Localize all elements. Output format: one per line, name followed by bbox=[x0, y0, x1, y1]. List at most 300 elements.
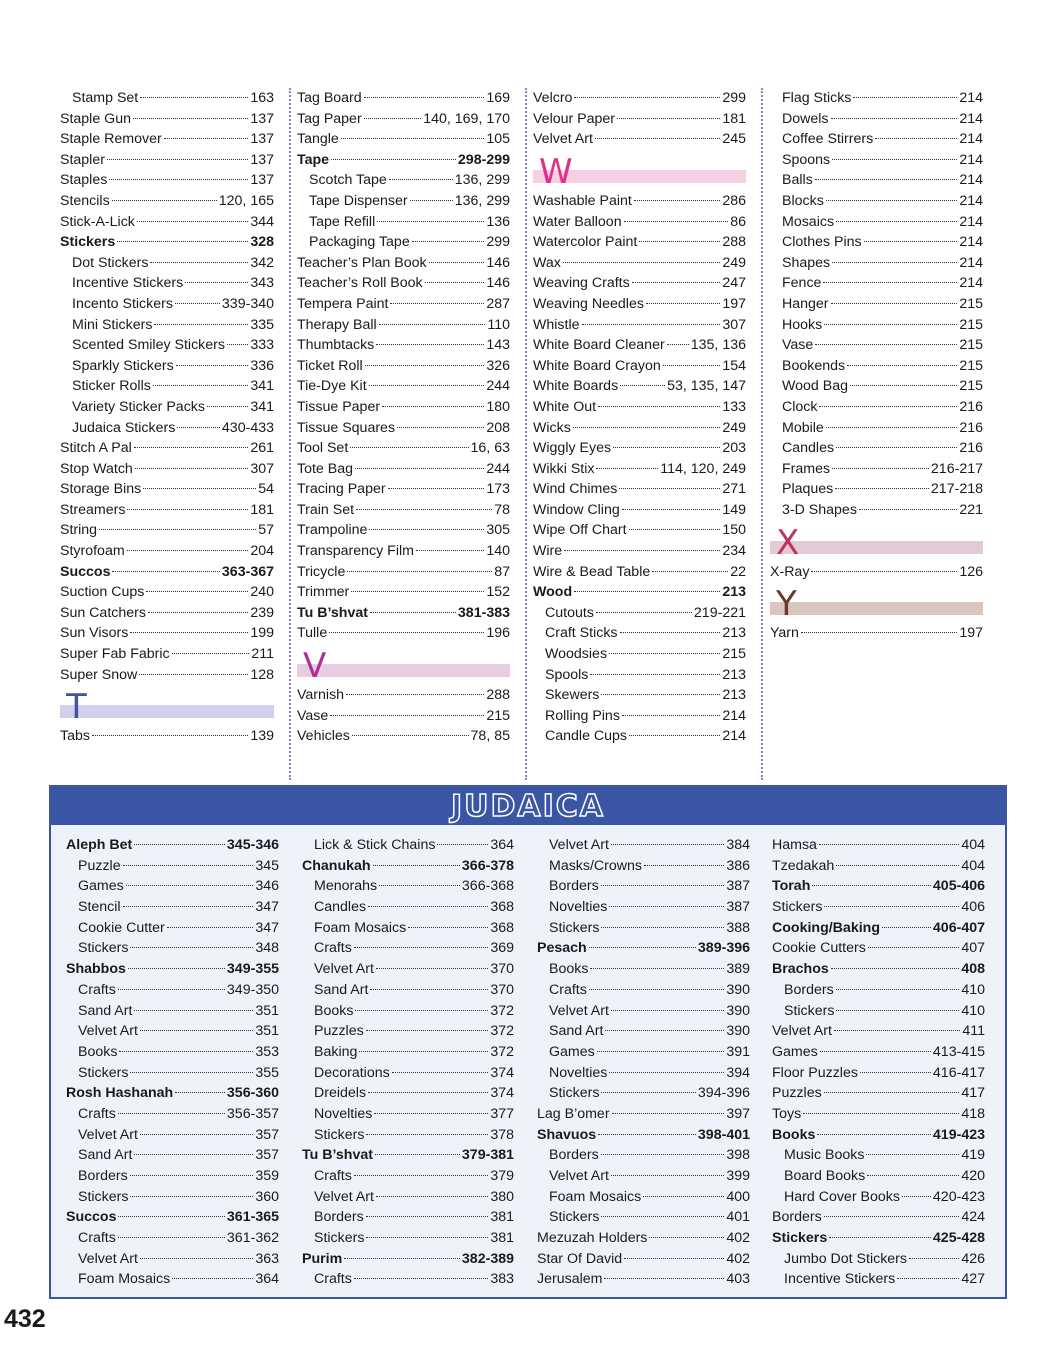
dot-leader bbox=[563, 262, 720, 263]
entry-page-number: 355 bbox=[255, 1064, 279, 1081]
dot-leader bbox=[134, 447, 249, 448]
index-entry bbox=[66, 1207, 279, 1228]
entry-label: Borders bbox=[78, 1168, 128, 1184]
entry-page-number: 137 bbox=[250, 172, 274, 189]
entry-page-number: 424 bbox=[961, 1209, 985, 1226]
entry-page-number: 384 bbox=[726, 837, 750, 853]
entry-page-number: 403 bbox=[726, 1271, 750, 1288]
dot-leader bbox=[172, 1278, 253, 1279]
dot-leader bbox=[148, 612, 248, 613]
entry-page-number: 425-428 bbox=[932, 1230, 985, 1247]
index-entry bbox=[772, 1104, 985, 1125]
dot-leader bbox=[882, 927, 931, 928]
letter-heading bbox=[770, 520, 983, 561]
index-entry bbox=[66, 897, 279, 918]
entry-page-number: 180 bbox=[486, 398, 510, 415]
entry-page-number: 381-383 bbox=[457, 604, 510, 621]
index-entry bbox=[302, 1228, 514, 1249]
dot-leader bbox=[99, 529, 256, 530]
dot-leader bbox=[359, 1051, 488, 1052]
entry-label: Candle Cups bbox=[545, 728, 628, 745]
index-entry bbox=[66, 1001, 279, 1022]
index-entry bbox=[302, 1001, 514, 1022]
index-entry bbox=[772, 835, 985, 856]
entry-page-number: 372 bbox=[490, 1043, 514, 1060]
dot-leader bbox=[368, 906, 488, 907]
entry-page-number: 214 bbox=[959, 234, 983, 251]
entry-page-number: 217-218 bbox=[930, 481, 983, 498]
entry-label: Games bbox=[549, 1043, 595, 1060]
index-entry bbox=[772, 1083, 985, 1104]
index-entry bbox=[533, 665, 746, 686]
index-entry bbox=[297, 603, 510, 624]
index-entry bbox=[60, 644, 274, 665]
entry-label: Stop Watch bbox=[60, 460, 133, 477]
entry-page-number: 390 bbox=[726, 1023, 750, 1040]
index-entry bbox=[60, 170, 274, 191]
entry-page-number: 133 bbox=[722, 398, 746, 415]
dot-leader bbox=[364, 118, 422, 119]
dot-leader bbox=[644, 865, 724, 866]
entry-label: Shavuos bbox=[537, 1126, 597, 1143]
entry-page-number: 390 bbox=[726, 981, 750, 998]
index-entry bbox=[302, 1269, 514, 1290]
entry-page-number: 215 bbox=[959, 357, 983, 374]
entry-label: Sun Catchers bbox=[60, 604, 146, 621]
index-entry bbox=[60, 150, 274, 171]
dot-leader bbox=[175, 1092, 225, 1093]
index-entry bbox=[60, 726, 274, 747]
entry-page-number: 346 bbox=[255, 878, 279, 895]
entry-page-number: 214 bbox=[959, 192, 983, 209]
entry-label: Scented Smiley Stickers bbox=[72, 337, 225, 354]
entry-page-number: 214 bbox=[722, 707, 746, 724]
dot-leader bbox=[370, 612, 456, 613]
entry-label: Trampoline bbox=[297, 522, 368, 539]
dot-leader bbox=[177, 427, 220, 428]
entry-page-number: 105 bbox=[486, 131, 510, 148]
dot-leader bbox=[392, 1072, 489, 1073]
dot-leader bbox=[590, 968, 724, 969]
dot-leader bbox=[564, 550, 720, 551]
entry-label: Varnish bbox=[297, 687, 345, 704]
dot-leader bbox=[377, 221, 484, 222]
index-entry bbox=[537, 1228, 750, 1249]
entry-label: Books bbox=[549, 961, 589, 978]
entry-label: Rolling Pins bbox=[545, 707, 620, 724]
index-entry bbox=[537, 1021, 750, 1042]
entry-label: Tricycle bbox=[297, 563, 346, 580]
entry-label: Decorations bbox=[314, 1064, 390, 1081]
dot-leader bbox=[859, 509, 957, 510]
entry-label: Stencils bbox=[60, 192, 110, 209]
entry-label: Pesach bbox=[537, 940, 587, 957]
index-entry bbox=[537, 856, 750, 877]
dot-leader bbox=[834, 1030, 960, 1031]
entry-label: Crafts bbox=[78, 1230, 116, 1247]
index-entry bbox=[66, 1187, 279, 1208]
entry-page-number: 408 bbox=[961, 961, 985, 978]
index-entry bbox=[66, 835, 279, 856]
entry-page-number: 347 bbox=[255, 919, 279, 936]
entry-label: Torah bbox=[772, 878, 811, 895]
entry-page-number: 87 bbox=[494, 563, 510, 580]
entry-label: Purim bbox=[302, 1250, 343, 1267]
entry-label: Hard Cover Books bbox=[784, 1188, 900, 1205]
entry-page-number: 173 bbox=[486, 481, 510, 498]
index-entry bbox=[770, 500, 983, 521]
index-entry bbox=[297, 253, 510, 274]
entry-label: Velcro bbox=[533, 90, 573, 106]
entry-page-number: 353 bbox=[255, 1043, 279, 1060]
index-entry bbox=[297, 109, 510, 130]
dot-leader bbox=[622, 509, 721, 510]
entry-page-number: 203 bbox=[722, 440, 746, 457]
entry-label: Masks/Crowns bbox=[549, 857, 643, 874]
dot-leader bbox=[375, 1154, 460, 1155]
entry-page-number: 114, 120, 249 bbox=[660, 460, 746, 477]
index-entry bbox=[770, 397, 983, 418]
dot-leader bbox=[366, 1216, 489, 1217]
entry-page-number: 383 bbox=[490, 1271, 514, 1288]
entry-label: Sparkly Stickers bbox=[72, 357, 174, 374]
index-entry bbox=[533, 582, 746, 603]
dot-leader bbox=[130, 1072, 253, 1073]
entry-page-number: 397 bbox=[726, 1105, 750, 1122]
entry-page-number: 369 bbox=[490, 940, 514, 957]
entry-label: Foam Mosaics bbox=[78, 1271, 171, 1288]
entry-label: Stick-A-Lick bbox=[60, 213, 135, 230]
dot-leader bbox=[107, 159, 248, 160]
entry-label: Yarn bbox=[770, 625, 799, 642]
dot-leader bbox=[167, 927, 254, 928]
index-entry bbox=[533, 376, 746, 397]
entry-page-number: 382-389 bbox=[461, 1250, 514, 1267]
entry-page-number: 16, 63 bbox=[470, 440, 510, 457]
dot-leader bbox=[369, 529, 484, 530]
index-entry bbox=[297, 212, 510, 233]
index-entry bbox=[770, 479, 983, 500]
entry-page-number: 361-365 bbox=[226, 1209, 279, 1226]
index-entry bbox=[537, 1269, 750, 1290]
dot-leader bbox=[824, 324, 957, 325]
index-entry bbox=[302, 897, 514, 918]
index-entry bbox=[302, 1042, 514, 1063]
entry-page-number: 398 bbox=[726, 1147, 750, 1164]
dot-leader bbox=[826, 427, 958, 428]
entry-label: Staple Remover bbox=[60, 131, 162, 148]
entry-page-number: 215 bbox=[959, 316, 983, 333]
entry-label: Wood Bag bbox=[782, 378, 848, 395]
dot-leader bbox=[175, 303, 220, 304]
entry-page-number: 411 bbox=[962, 1023, 985, 1040]
index-entry bbox=[302, 1083, 514, 1104]
entry-page-number: 394-396 bbox=[697, 1085, 750, 1102]
index-entry bbox=[66, 938, 279, 959]
entry-label: Coffee Stirrers bbox=[782, 131, 874, 148]
dot-leader bbox=[601, 1216, 724, 1217]
index-entry bbox=[60, 253, 274, 274]
index-entry bbox=[772, 1125, 985, 1146]
entry-label: Novelties bbox=[549, 899, 608, 916]
entry-page-number: 213 bbox=[722, 584, 746, 601]
dot-leader bbox=[836, 447, 957, 448]
dot-leader bbox=[130, 632, 248, 633]
entry-page-number: 214 bbox=[959, 275, 983, 292]
dot-leader bbox=[112, 200, 217, 201]
index-entry bbox=[537, 1207, 750, 1228]
index-entry bbox=[302, 1021, 514, 1042]
entry-page-number: 110 bbox=[487, 316, 510, 333]
dot-leader bbox=[667, 344, 689, 345]
letter-heading-letter: T bbox=[66, 687, 87, 728]
dot-leader bbox=[382, 406, 484, 407]
entry-label: Sun Visors bbox=[60, 625, 129, 642]
dot-leader bbox=[366, 1030, 489, 1031]
column-divider bbox=[289, 88, 291, 780]
entry-label: Weaving Crafts bbox=[533, 275, 630, 292]
entry-label: Super Snow bbox=[60, 666, 138, 683]
dot-leader bbox=[140, 97, 248, 98]
dot-leader bbox=[902, 1196, 931, 1197]
index-entry bbox=[772, 1001, 985, 1022]
entry-page-number: 213 bbox=[722, 625, 746, 642]
dot-leader bbox=[118, 1113, 225, 1114]
entry-label: Shapes bbox=[782, 254, 831, 271]
entry-page-number: 374 bbox=[490, 1064, 514, 1081]
index-entry bbox=[60, 562, 274, 583]
entry-page-number: 140, 169, 170 bbox=[423, 110, 510, 127]
index-entry bbox=[60, 479, 274, 500]
entry-page-number: 214 bbox=[722, 728, 746, 745]
index-entry bbox=[533, 520, 746, 541]
page-number: 432 bbox=[4, 1305, 46, 1333]
dot-leader bbox=[897, 1278, 959, 1279]
entry-label: Watercolor Paint bbox=[533, 234, 638, 251]
dot-leader bbox=[346, 694, 484, 695]
dot-leader bbox=[646, 303, 720, 304]
dot-leader bbox=[605, 1030, 724, 1031]
entry-page-number: 199 bbox=[250, 625, 274, 642]
index-entry bbox=[533, 685, 746, 706]
entry-label: Packaging Tape bbox=[309, 234, 410, 251]
entry-page-number: 390 bbox=[726, 1002, 750, 1019]
entry-page-number: 137 bbox=[250, 110, 274, 127]
entry-page-number: 380 bbox=[490, 1188, 514, 1205]
dot-leader bbox=[601, 927, 724, 928]
entry-page-number: 410 bbox=[961, 1002, 985, 1019]
entry-label: Staple Gun bbox=[60, 110, 131, 127]
entry-page-number: 261 bbox=[250, 440, 274, 457]
index-entry bbox=[66, 856, 279, 877]
index-entry bbox=[537, 1125, 750, 1146]
dot-leader bbox=[150, 262, 248, 263]
index-entry bbox=[297, 397, 510, 418]
dot-leader bbox=[831, 118, 958, 119]
index-entry bbox=[770, 562, 983, 583]
index-entry bbox=[66, 1104, 279, 1125]
judaica-index-column bbox=[66, 835, 279, 1290]
entry-page-number: 389-396 bbox=[697, 940, 750, 957]
entry-page-number: 307 bbox=[250, 460, 274, 477]
entry-page-number: 368 bbox=[490, 899, 514, 916]
index-entry bbox=[302, 918, 514, 939]
entry-label: Storage Bins bbox=[60, 481, 142, 498]
entry-label: Borders bbox=[314, 1209, 364, 1226]
entry-label: Judaica Stickers bbox=[72, 419, 176, 436]
entry-page-number: 345-346 bbox=[226, 837, 279, 853]
entry-page-number: 244 bbox=[486, 378, 510, 395]
entry-label: Lick & Stick Chains bbox=[314, 837, 436, 853]
dot-leader bbox=[143, 488, 256, 489]
entry-page-number: 286 bbox=[722, 192, 746, 209]
letter-heading bbox=[770, 582, 983, 623]
entry-page-number: 399 bbox=[726, 1168, 750, 1184]
entry-label: Stapler bbox=[60, 151, 105, 168]
dot-leader bbox=[609, 1072, 724, 1073]
index-entry bbox=[60, 294, 274, 315]
entry-page-number: 149 bbox=[722, 501, 746, 518]
index-entry bbox=[533, 479, 746, 500]
dot-leader bbox=[836, 989, 960, 990]
index-entry bbox=[772, 1063, 985, 1084]
entry-page-number: 417 bbox=[961, 1085, 985, 1102]
dot-leader bbox=[123, 906, 254, 907]
index-entry bbox=[772, 1042, 985, 1063]
entry-label: Puzzles bbox=[772, 1085, 822, 1102]
entry-label: Fence bbox=[782, 275, 822, 292]
index-entry bbox=[533, 232, 746, 253]
entry-label: Sand Art bbox=[78, 1147, 133, 1164]
entry-page-number: 356-360 bbox=[226, 1085, 279, 1102]
entry-page-number: 386 bbox=[726, 857, 750, 874]
entry-label: Tie-Dye Kit bbox=[297, 378, 367, 395]
entry-page-number: 404 bbox=[961, 837, 985, 853]
dot-leader bbox=[620, 632, 721, 633]
dot-leader bbox=[611, 844, 724, 845]
index-entry bbox=[297, 232, 510, 253]
entry-label: Star Of David bbox=[537, 1250, 623, 1267]
index-entry bbox=[770, 315, 983, 336]
entry-label: Stickers bbox=[78, 940, 129, 957]
index-entry bbox=[297, 273, 510, 294]
dot-leader bbox=[130, 1196, 253, 1197]
entry-label: Sticker Rolls bbox=[72, 378, 151, 395]
index-entry bbox=[297, 418, 510, 439]
entry-page-number: 249 bbox=[722, 254, 746, 271]
index-entry bbox=[772, 980, 985, 1001]
dot-leader bbox=[352, 735, 469, 736]
dot-leader bbox=[134, 1010, 253, 1011]
entry-page-number: 381 bbox=[490, 1230, 514, 1247]
entry-page-number: 418 bbox=[961, 1105, 985, 1122]
entry-label: Velvet Art bbox=[78, 1250, 138, 1267]
entry-label: Train Set bbox=[297, 501, 355, 518]
entry-label: Weaving Needles bbox=[533, 295, 644, 312]
entry-label: Mobile bbox=[782, 419, 824, 436]
entry-label: Borders bbox=[772, 1209, 822, 1226]
entry-label: Cookie Cutters bbox=[772, 940, 866, 957]
entry-page-number: 54 bbox=[258, 481, 274, 498]
entry-label: Washable Paint bbox=[533, 192, 632, 209]
index-entry bbox=[66, 1042, 279, 1063]
dot-leader bbox=[649, 1237, 724, 1238]
index-entry bbox=[60, 623, 274, 644]
entry-label: Wood bbox=[533, 584, 573, 601]
entry-label: Stickers bbox=[549, 1209, 600, 1226]
entry-label: Vehicles bbox=[297, 728, 350, 745]
dot-leader bbox=[356, 509, 492, 510]
entry-page-number: 288 bbox=[722, 234, 746, 251]
index-entry bbox=[66, 959, 279, 980]
entry-label: Wax bbox=[533, 254, 561, 271]
index-entry bbox=[60, 335, 274, 356]
index-entry bbox=[537, 938, 750, 959]
dot-leader bbox=[154, 324, 248, 325]
dot-leader bbox=[92, 735, 248, 736]
dot-leader bbox=[350, 447, 468, 448]
index-entry bbox=[537, 918, 750, 939]
entry-page-number: 221 bbox=[959, 501, 983, 518]
entry-label: Baking bbox=[314, 1043, 358, 1060]
entry-label: Wicks bbox=[533, 419, 571, 436]
entry-page-number: 213 bbox=[722, 687, 746, 704]
entry-label: Music Books bbox=[784, 1147, 865, 1164]
dot-leader bbox=[826, 200, 958, 201]
entry-label: Trimmer bbox=[297, 584, 350, 601]
entry-label: Velour Paper bbox=[533, 110, 616, 127]
entry-page-number: 406 bbox=[961, 899, 985, 916]
entry-page-number: 401 bbox=[726, 1209, 750, 1226]
entry-label: Stickers bbox=[549, 1085, 600, 1102]
entry-page-number: 357 bbox=[255, 1126, 279, 1143]
dot-leader bbox=[824, 1216, 960, 1217]
index-entry bbox=[770, 459, 983, 480]
index-entry bbox=[533, 623, 746, 644]
dot-leader bbox=[598, 406, 720, 407]
index-entry bbox=[770, 438, 983, 459]
dot-leader bbox=[598, 1134, 696, 1135]
judaica-header bbox=[51, 787, 1005, 825]
entry-label: Balls bbox=[782, 172, 813, 189]
index-entry bbox=[537, 1145, 750, 1166]
dot-leader bbox=[376, 344, 484, 345]
index-entry bbox=[772, 897, 985, 918]
entry-page-number: 348 bbox=[255, 940, 279, 957]
entry-page-number: 216 bbox=[959, 419, 983, 436]
dot-leader bbox=[347, 571, 492, 572]
entry-label: Novelties bbox=[549, 1064, 608, 1081]
entry-page-number: 299 bbox=[722, 90, 746, 106]
entry-page-number: 410 bbox=[961, 981, 985, 998]
dot-leader bbox=[601, 1154, 725, 1155]
dot-leader bbox=[847, 365, 957, 366]
entry-label: Stickers bbox=[314, 1230, 365, 1247]
entry-page-number: 215 bbox=[959, 295, 983, 312]
dot-leader bbox=[127, 509, 248, 510]
index-entry bbox=[770, 335, 983, 356]
entry-label: Clock bbox=[782, 398, 818, 415]
dot-leader bbox=[573, 427, 721, 428]
dot-leader bbox=[134, 844, 225, 845]
entry-label: Stickers bbox=[78, 1064, 129, 1081]
dot-leader bbox=[866, 1154, 959, 1155]
dot-leader bbox=[574, 97, 720, 98]
entry-label: Wiggly Eyes bbox=[533, 440, 612, 457]
entry-page-number: 247 bbox=[722, 275, 746, 292]
dot-leader bbox=[815, 344, 957, 345]
entry-label: Tracing Paper bbox=[297, 481, 386, 498]
